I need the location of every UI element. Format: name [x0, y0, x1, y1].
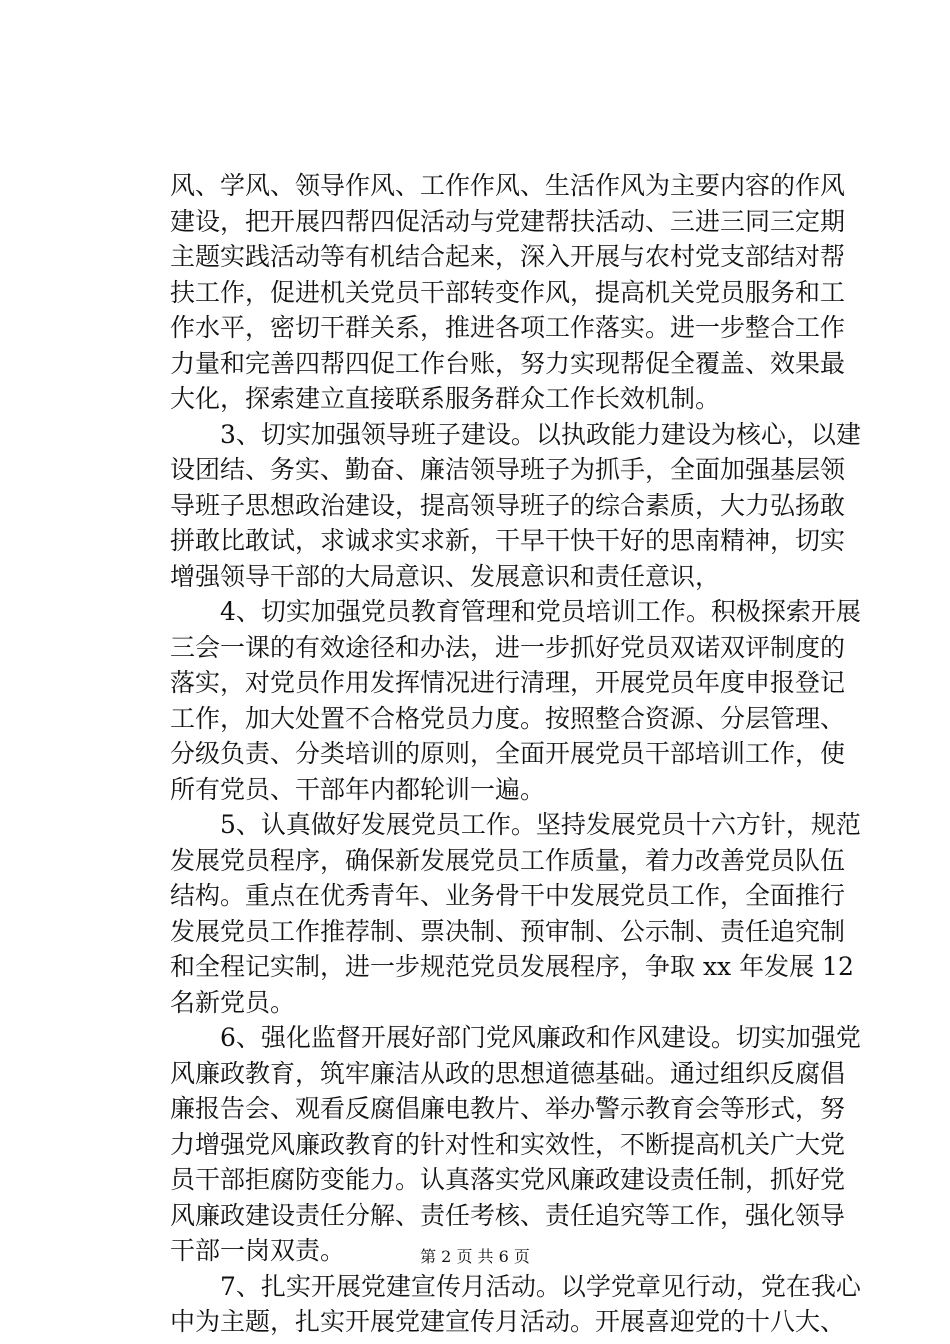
text-line: 风廉政建设责任分解、责任考核、责任追究等工作，强化领导: [170, 1200, 846, 1230]
text-line: 名新党员。: [170, 987, 296, 1017]
text-line: 主题实践活动等有机结合起来，深入开展与农村党支部结对帮: [170, 242, 846, 271]
text-line: 3、切实加强领导班子建设。以执政能力建设为核心，以建: [170, 419, 861, 449]
text-line: 5、认真做好发展党员工作。坚持发展党员十六方针，规范: [170, 810, 861, 839]
text-line: 和全程记实制，进一步规范党员发展程序，争取 xx 年发展 12: [170, 952, 854, 981]
text-line: 扶工作，促进机关党员干部转变作风，提高机关党员服务和工: [170, 277, 846, 307]
text-line: 力量和完善四帮四促工作台账，努力实现帮促全覆盖、效果最: [170, 348, 846, 378]
text-line: 分级负责、分类培训的原则，全面开展党员干部培训工作，使: [170, 739, 846, 768]
text-line: 干部一岗双责。: [170, 1236, 346, 1265]
text-line: 风廉政教育，筑牢廉洁从政的思想道德基础。通过组织反腐倡: [170, 1058, 846, 1088]
text-line: 增强领导干部的大局意识、发展意识和责任意识，: [170, 561, 721, 591]
text-line: 力增强党风廉政教育的针对性和实效性，不断提高机关广大党: [170, 1129, 846, 1159]
text-line: 拼敢比敢试，求诚求实求新，干早干快干好的思南精神，切实: [170, 526, 846, 555]
text-line: 发展党员程序，确保新发展党员工作质量，着力改善党员队伍: [170, 845, 846, 875]
text-line: 4、切实加强党员教育管理和党员培训工作。积极探索开展: [170, 597, 861, 626]
text-line: 设团结、务实、勤奋、廉洁领导班子为抓手，全面加强基层领: [170, 455, 846, 484]
text-line: 廉报告会、观看反腐倡廉电教片、举办警示教育会等形式，努: [170, 1094, 846, 1123]
text-line: 落实，对党员作用发挥情况进行清理，开展党员年度申报登记: [170, 668, 846, 697]
text-line: 员干部拒腐防变能力。认真落实党风廉政建设责任制，抓好党: [170, 1165, 846, 1194]
text-line: 三会一课的有效途径和办法，进一步抓好党员双诺双评制度的: [170, 632, 846, 662]
text-line: 建设，把开展四帮四促活动与党建帮扶活动、三进三同三定期: [170, 206, 846, 236]
text-line: 所有党员、干部年内都轮训一遍。: [170, 774, 546, 804]
text-line: 发展党员工作推荐制、票决制、预审制、公示制、责任追究制: [170, 916, 846, 946]
text-line: 结构。重点在优秀青年、业务骨干中发展党员工作，全面推行: [170, 881, 846, 910]
text-line: 作水平，密切干群关系，推进各项工作落实。进一步整合工作: [170, 313, 846, 342]
body-text: [170, 168, 861, 1340]
text-line: 6、强化监督开展好部门党风廉政和作风建设。切实加强党: [170, 1023, 861, 1052]
page-footer: 第 2 页 共 6 页: [420, 1247, 530, 1266]
text-line: 7、扎实开展党建宣传月活动。以学党章见行动，党在我心: [170, 1271, 861, 1301]
text-line: 中为主题，扎实开展党建宣传月活动。开展喜迎党的十八大、: [170, 1307, 846, 1336]
text-line: 导班子思想政治建设，提高领导班子的综合素质，大力弘扬敢: [170, 490, 846, 520]
text-line: 风、学风、领导作风、工作作风、生活作风为主要内容的作风: [170, 171, 846, 200]
text-line: 工作，加大处置不合格党员力度。按照整合资源、分层管理、: [170, 703, 846, 733]
text-line: 大化，探索建立直接联系服务群众工作长效机制。: [170, 384, 721, 413]
